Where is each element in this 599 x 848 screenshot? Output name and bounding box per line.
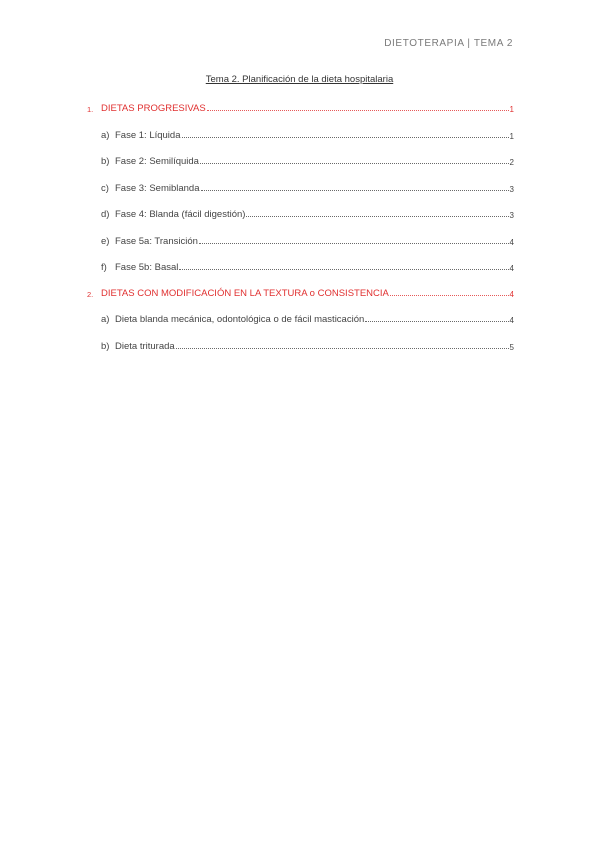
toc-number: c) bbox=[101, 183, 109, 194]
toc-label: Fase 1: Líquida bbox=[115, 130, 181, 141]
toc-page-number: 3 bbox=[509, 185, 514, 194]
dot-leader bbox=[365, 321, 508, 322]
toc-number: b) bbox=[101, 341, 110, 352]
toc-number: 1. bbox=[87, 105, 94, 114]
toc-label: Fase 5b: Basal bbox=[115, 262, 179, 273]
toc-page-number: 3 bbox=[509, 211, 514, 220]
toc-entry[interactable] bbox=[101, 180, 514, 194]
toc-number: d) bbox=[101, 209, 110, 220]
toc-label: Fase 5a: Transición bbox=[115, 236, 198, 247]
toc-page-number: 5 bbox=[509, 343, 514, 352]
toc-page-number: 1 bbox=[509, 132, 514, 141]
dot-leader bbox=[390, 295, 509, 296]
toc-page-number: 1 bbox=[509, 105, 514, 114]
toc-number: a) bbox=[101, 314, 110, 325]
toc-label: Fase 2: Semilíquida bbox=[115, 156, 199, 167]
toc-page-number: 4 bbox=[509, 290, 514, 299]
toc-number: f) bbox=[101, 262, 107, 273]
dot-leader bbox=[179, 269, 508, 270]
dot-leader bbox=[207, 110, 509, 111]
toc-page-number: 4 bbox=[509, 264, 514, 273]
dot-leader bbox=[182, 137, 509, 138]
toc-entry[interactable] bbox=[101, 338, 514, 352]
toc-number: b) bbox=[101, 156, 110, 167]
toc-page-number: 4 bbox=[509, 238, 514, 247]
toc-label: Fase 4: Blanda (fácil digestión) bbox=[115, 209, 246, 220]
toc-number: a) bbox=[101, 130, 110, 141]
dot-leader bbox=[199, 243, 509, 244]
toc-entry[interactable] bbox=[87, 100, 514, 114]
toc-label: Dieta blanda mecánica, odontológica o de fácil masticación bbox=[115, 314, 365, 325]
toc-entry[interactable] bbox=[101, 206, 514, 220]
toc-number: 2. bbox=[87, 290, 94, 299]
dot-leader bbox=[246, 216, 508, 217]
page-header: DIETOTERAPIA | TEMA 2 bbox=[384, 38, 513, 49]
toc-label: DIETAS PROGRESIVAS bbox=[101, 103, 206, 114]
toc-number: e) bbox=[101, 236, 110, 247]
toc-label: Fase 3: Semiblanda bbox=[115, 183, 200, 194]
toc-entry[interactable] bbox=[101, 153, 514, 167]
toc-entry[interactable] bbox=[101, 259, 514, 273]
toc-entry[interactable] bbox=[101, 127, 514, 141]
toc-entry[interactable] bbox=[101, 311, 514, 325]
toc-entry[interactable] bbox=[101, 233, 514, 247]
dot-leader bbox=[176, 348, 509, 349]
toc-page-number: 4 bbox=[509, 316, 514, 325]
toc-page-number: 2 bbox=[509, 158, 514, 167]
document-title: Tema 2. Planificación de la dieta hospitalaria bbox=[205, 74, 394, 85]
dot-leader bbox=[201, 190, 509, 191]
toc-label: Dieta triturada bbox=[115, 341, 175, 352]
dot-leader bbox=[200, 163, 509, 164]
toc-entry[interactable] bbox=[87, 285, 514, 299]
toc-label: DIETAS CON MODIFICACIÓN EN LA TEXTURA o CONSISTENCIA bbox=[101, 288, 389, 299]
